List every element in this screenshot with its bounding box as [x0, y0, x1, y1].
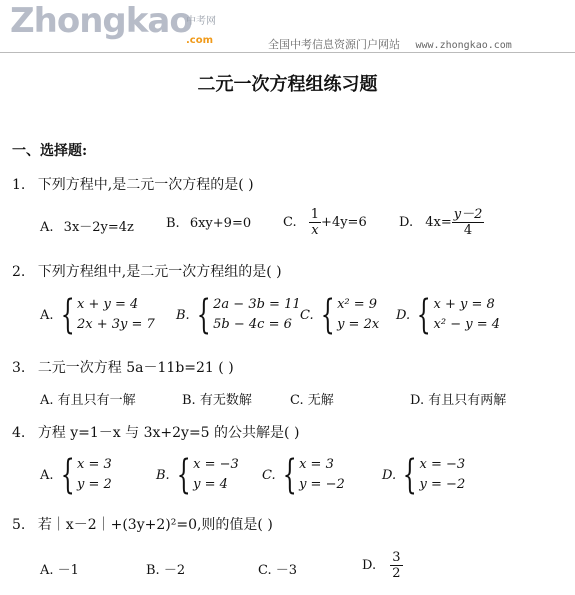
option-4a[interactable] [40, 452, 112, 498]
option-label: C. [283, 215, 297, 230]
option-2d[interactable] [396, 292, 501, 338]
option-label: A. [40, 220, 54, 235]
option-3b[interactable]: B. 有无数解 [182, 393, 252, 408]
option-text: 3x－2y=4z [63, 220, 134, 235]
equation: x = 3 [76, 457, 112, 472]
question-text: 若｜x－2｜+(3y+2)²=0,则的值是( ) [37, 517, 273, 533]
question-5 [12, 514, 273, 534]
equation: x = −3 [193, 457, 239, 472]
option-1d[interactable] [399, 207, 484, 238]
question-3 [12, 357, 234, 377]
equation: x + y = 4 [76, 297, 139, 312]
option-4d[interactable] [382, 452, 466, 498]
fraction-numerator: 1 [310, 207, 320, 222]
option-4c[interactable] [262, 452, 345, 498]
option-1a[interactable] [40, 216, 134, 235]
fraction [452, 207, 485, 238]
question-number: 2. [12, 264, 26, 280]
fraction [309, 207, 321, 238]
header-divider [0, 52, 575, 53]
site-description: 全国中考信息资源门户网站 [268, 38, 400, 51]
option-2c[interactable] [300, 292, 380, 338]
option-label: D. [399, 215, 414, 230]
equation: 2x + 3y = 7 [76, 317, 155, 332]
logo-wordmark: Zhongkao [10, 1, 192, 41]
option-text: 4x= [425, 215, 452, 230]
fraction-denominator: x [311, 223, 319, 238]
brace: { [282, 452, 297, 498]
brace: { [196, 292, 211, 338]
option-3c[interactable]: C. 无解 [290, 393, 334, 408]
brace: { [416, 292, 431, 338]
option-1b[interactable] [166, 216, 251, 231]
option-label: B. [166, 216, 180, 231]
option-4b[interactable] [156, 452, 239, 498]
question-2 [12, 261, 282, 281]
page-title: 二元一次方程组练习题 [197, 74, 378, 95]
fraction-numerator: 3 [392, 550, 401, 565]
option-3d[interactable]: D. 有且只有两解 [410, 393, 507, 408]
option-3a[interactable]: A. 有且只有一解 [40, 393, 136, 408]
fraction-numerator: y－2 [453, 207, 483, 222]
brace: { [176, 452, 191, 498]
question-number: 4. [12, 425, 26, 441]
equation: x² − y = 4 [433, 317, 501, 332]
option-label: A. [40, 467, 54, 483]
question-number: 5. [12, 517, 26, 533]
option-2a[interactable] [40, 292, 155, 338]
option-5d[interactable] [362, 550, 403, 581]
question-text: 二元一次方程 5a－11b=21 ( ) [37, 360, 234, 376]
question-1 [12, 174, 254, 194]
question-number: 1. [12, 177, 26, 193]
site-header-info [268, 36, 512, 52]
option-5a[interactable]: A. －1 [40, 563, 79, 578]
site-url-link[interactable]: www.zhongkao.com [415, 40, 512, 51]
option-label: C. [262, 467, 276, 483]
section-heading: 一、选择题: [12, 143, 88, 159]
equation: 2a − 3b = 11 [213, 297, 301, 312]
option-5c[interactable]: C. －3 [258, 563, 298, 578]
brace: { [402, 452, 417, 498]
option-label: D. [362, 558, 377, 573]
fraction-denominator: 2 [392, 566, 401, 581]
equation: 5b − 4c = 6 [213, 317, 292, 332]
equation: x = 3 [299, 457, 334, 472]
equation: y = 2 [76, 477, 112, 492]
question-4 [12, 422, 299, 442]
equation: x = −3 [419, 457, 466, 472]
fraction [390, 550, 402, 581]
option-label: C. [300, 307, 314, 323]
option-text: 6xy+9=0 [189, 216, 252, 231]
option-text: +4y=6 [321, 215, 367, 230]
equation: y = 2x [337, 317, 380, 332]
equation: x² = 9 [337, 297, 378, 312]
option-label: D. [396, 307, 411, 323]
equation: y = −2 [419, 477, 466, 492]
option-label: B. [176, 307, 190, 323]
question-number: 3. [12, 360, 26, 376]
option-5b[interactable]: B. －2 [146, 563, 186, 578]
site-logo[interactable] [10, 1, 240, 46]
option-1c[interactable] [283, 207, 367, 238]
option-2b[interactable] [176, 292, 301, 338]
equation: y = −2 [299, 477, 345, 492]
brace: { [60, 292, 75, 338]
logo-cn-label: 中考网 [186, 16, 216, 27]
question-text: 方程 y=1－x 与 3x+2y=5 的公共解是( ) [37, 425, 300, 441]
question-text: 下列方程组中,是二元一次方程组的是( ) [37, 264, 282, 280]
question-text: 下列方程中,是二元一次方程的是( ) [37, 177, 254, 193]
brace: { [60, 452, 75, 498]
option-label: A. [40, 307, 54, 323]
equation: x + y = 8 [433, 297, 495, 312]
fraction-denominator: 4 [463, 223, 473, 238]
option-label: B. [156, 467, 170, 483]
logo-com-label: .com [186, 35, 214, 46]
equation: y = 4 [193, 477, 228, 492]
option-label: D. [382, 467, 397, 483]
brace: { [320, 292, 335, 338]
